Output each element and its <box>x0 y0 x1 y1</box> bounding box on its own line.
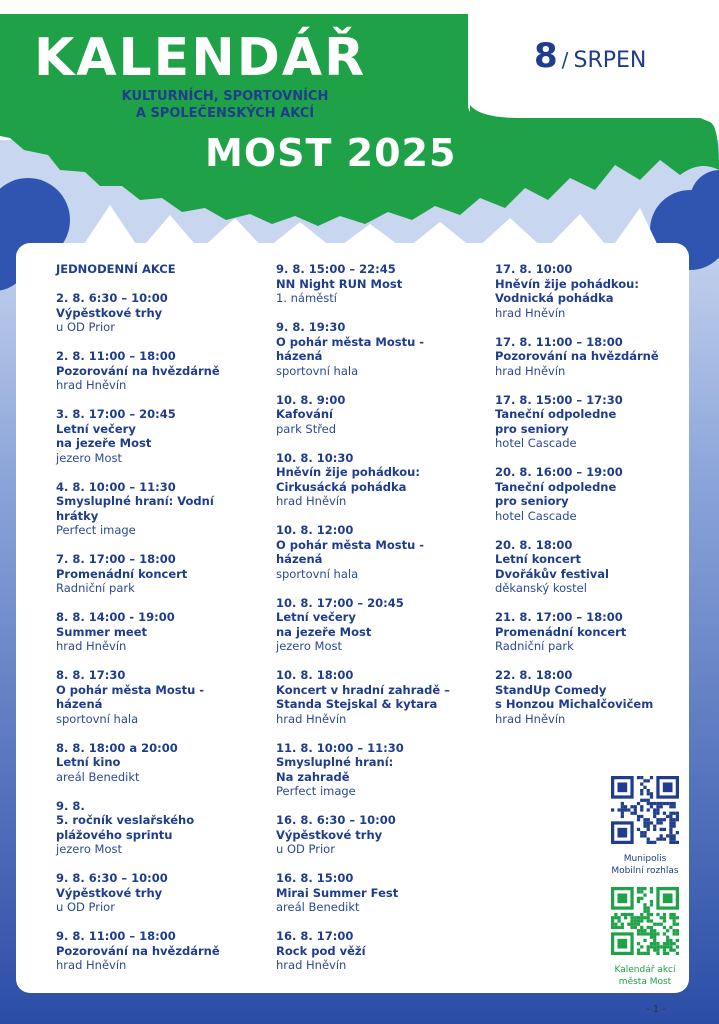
event-title: O pohár města Mostu - <box>276 334 425 349</box>
event-title: Promenádní koncert <box>56 566 188 581</box>
event-title: Smysluplné hraní: <box>276 755 394 769</box>
event-place: hrad Hněvín <box>276 958 347 972</box>
event-item <box>56 552 261 596</box>
event-date: 10. 8. 18:00 <box>276 668 354 682</box>
qr-caption-line: Munipolis <box>623 854 667 864</box>
event-date: 9. 8. <box>56 798 85 813</box>
event-place: u OD Prior <box>276 842 335 856</box>
event-place: u OD Prior <box>56 900 115 914</box>
subtitle-line-1: KULTURNÍCH, SPORTOVNÍCH <box>121 89 329 104</box>
event-date: 9. 8. 6:30 – 10:00 <box>56 871 168 885</box>
event-title: Výpěstkové trhy <box>276 827 383 842</box>
event-item <box>56 741 261 785</box>
event-place: hrad Hněvín <box>495 363 566 378</box>
event-date: 4. 8. 10:00 – 11:30 <box>56 479 176 494</box>
event-item <box>56 291 261 335</box>
event-place: u OD Prior <box>56 320 115 334</box>
event-item <box>56 349 261 393</box>
event-place: 1. náměstí <box>276 291 337 305</box>
event-title: hrátky <box>56 508 99 523</box>
event-date: 17. 8. 11:00 – 18:00 <box>495 334 623 349</box>
event-item <box>495 335 700 379</box>
event-place: park Střed <box>276 421 337 436</box>
event-title: Pozorování na hvězdárně <box>495 349 659 363</box>
event-title: Kafování <box>276 407 333 421</box>
event-title: O pohár města Mostu - <box>276 537 425 552</box>
munipolis-qr-caption <box>595 853 695 877</box>
event-place: hrad Hněvín <box>56 958 127 972</box>
event-place: Radniční park <box>56 581 135 595</box>
event-title: pro seniory <box>495 421 569 436</box>
event-item <box>276 262 481 306</box>
event-item <box>56 668 261 726</box>
event-date: 17. 8. 15:00 – 17:30 <box>495 392 623 407</box>
event-title: Vodnická pohádka <box>495 291 614 305</box>
event-title: Letní kino <box>56 755 121 769</box>
event-item <box>276 668 481 726</box>
event-title: Mirai Summer Fest <box>276 885 399 900</box>
event-date: 21. 8. 17:00 – 18:00 <box>495 610 623 624</box>
event-date: 11. 8. 10:00 – 11:30 <box>276 740 404 755</box>
event-item <box>276 393 481 437</box>
calendar-qr-code[interactable] <box>611 887 679 955</box>
month-separator: / <box>561 48 569 72</box>
event-place: hrad Hněvín <box>276 494 347 508</box>
event-title: Letní koncert <box>495 552 581 566</box>
event-item <box>495 465 700 523</box>
event-date: 16. 8. 17:00 <box>276 929 354 943</box>
event-place: jezero Most <box>56 842 123 856</box>
event-item <box>276 451 481 509</box>
event-title: na jezeře Most <box>56 436 152 450</box>
event-item <box>276 523 481 581</box>
subtitle-line-2: A SPOLEČENSKÝCH AKCÍ <box>135 106 315 121</box>
event-item <box>495 668 700 726</box>
event-place: hotel Cascade <box>495 436 577 450</box>
event-title: pro seniory <box>495 494 569 508</box>
event-date: 16. 8. 15:00 <box>276 871 354 885</box>
event-date: 2. 8. 11:00 – 18:00 <box>56 349 176 363</box>
event-date: 16. 8. 6:30 – 10:00 <box>276 813 396 827</box>
event-date: 20. 8. 16:00 – 19:00 <box>495 465 623 479</box>
event-date: 8. 8. 18:00 a 20:00 <box>56 740 178 755</box>
event-title: 5. ročník veslařského <box>56 813 195 827</box>
qr-caption-line: města Most <box>618 977 672 987</box>
event-place: hrad Hněvín <box>495 711 566 726</box>
event-date: 10. 8. 9:00 <box>276 392 346 407</box>
event-place: sportovní hala <box>276 363 359 378</box>
event-title: Letní večery <box>276 610 356 624</box>
event-item <box>276 871 481 915</box>
event-place: jezero Most <box>276 639 343 653</box>
event-item <box>495 610 700 654</box>
event-title: Cirkusácká pohádka <box>276 479 407 494</box>
event-date: 2. 8. 6:30 – 10:00 <box>56 291 168 305</box>
event-title: Hněvín žije pohádkou: <box>495 276 639 291</box>
event-place: hrad Hněvín <box>495 305 566 320</box>
event-item <box>56 929 261 973</box>
page-number: - 1 - <box>646 1004 666 1015</box>
event-item <box>56 799 261 857</box>
event-title: Na zahradě <box>276 769 350 784</box>
event-title: plážového sprintu <box>56 827 173 842</box>
event-title: na jezeře Most <box>276 624 372 639</box>
subtitle <box>40 88 410 122</box>
event-item <box>495 393 700 451</box>
event-title: házená <box>276 349 323 363</box>
events-column-1 <box>56 262 261 987</box>
event-date: 9. 8. 11:00 – 18:00 <box>56 929 176 943</box>
event-title: házená <box>56 697 103 711</box>
event-item <box>276 596 481 654</box>
event-title: Pozorování na hvězdárně <box>56 363 220 378</box>
event-place: hrad Hněvín <box>276 711 347 726</box>
event-item <box>276 320 481 378</box>
event-title: házená <box>276 552 323 566</box>
event-date: 10. 8. 17:00 – 20:45 <box>276 595 404 610</box>
event-date: 3. 8. 17:00 – 20:45 <box>56 407 176 421</box>
event-title: Promenádní koncert <box>495 624 627 639</box>
event-place: hrad Hněvín <box>56 639 127 653</box>
event-title: Výpěstkové trhy <box>56 305 163 320</box>
event-item <box>56 610 261 654</box>
event-place: Perfect image <box>56 523 136 537</box>
event-date: 22. 8. 18:00 <box>495 668 573 682</box>
city-year: MOST 2025 <box>205 131 457 175</box>
event-title: Koncert v hradní zahradě – <box>276 682 450 697</box>
event-date: 20. 8. 18:00 <box>495 537 573 552</box>
event-item <box>56 407 261 465</box>
event-title: Taneční odpoledne <box>495 479 617 494</box>
event-place: sportovní hala <box>276 566 359 581</box>
event-item <box>56 480 261 538</box>
event-title: Summer meet <box>56 624 147 639</box>
event-title: Výpěstkové trhy <box>56 885 163 900</box>
event-date: 8. 8. 14:00 - 19:00 <box>56 610 175 624</box>
event-place: jezero Most <box>56 450 123 465</box>
event-date: 7. 8. 17:00 – 18:00 <box>56 552 176 566</box>
month-number: 8 <box>534 36 558 76</box>
event-place: Radniční park <box>495 639 574 653</box>
events-column-3 <box>495 262 700 741</box>
event-place: areál Benedikt <box>276 900 360 914</box>
event-title: Rock pod věží <box>276 943 366 958</box>
month-name: SRPEN <box>573 48 647 73</box>
calendar-title: KALENDÁŘ <box>34 28 367 88</box>
event-place: sportovní hala <box>56 711 139 726</box>
event-item <box>56 871 261 915</box>
munipolis-qr-code[interactable] <box>611 776 679 844</box>
event-date: 17. 8. 10:00 <box>495 262 573 276</box>
event-title: Taneční odpoledne <box>495 407 617 421</box>
qr-caption-line: Kalendář akcí <box>614 965 676 975</box>
qr-caption-line: Mobilní rozhlas <box>611 866 679 876</box>
event-title: NN Night RUN Most <box>276 276 403 291</box>
month-label <box>534 36 646 82</box>
event-title: s Honzou Michalčovičem <box>495 697 654 711</box>
event-title: Dvořákův festival <box>495 566 609 581</box>
events-column-2 <box>276 262 481 987</box>
event-date: 9. 8. 19:30 <box>276 320 346 334</box>
event-title: Smysluplné hraní: Vodní <box>56 494 214 508</box>
event-title: Pozorování na hvězdárně <box>56 943 220 958</box>
event-title: Standa Stejskal & kytara <box>276 697 438 711</box>
event-place: děkanský kostel <box>495 581 587 595</box>
event-item <box>276 741 481 799</box>
event-place: hrad Hněvín <box>56 378 127 392</box>
event-date: 10. 8. 10:30 <box>276 450 354 465</box>
event-title: Hněvín žije pohádkou: <box>276 465 420 479</box>
event-place: Perfect image <box>276 784 356 798</box>
event-place: hotel Cascade <box>495 508 577 523</box>
event-item <box>276 813 481 857</box>
event-title: Letní večery <box>56 421 136 436</box>
section-title: JEDNODENNÍ AKCE <box>56 262 176 276</box>
event-title: O pohár města Mostu - <box>56 682 205 697</box>
event-item <box>276 929 481 973</box>
event-date: 9. 8. 15:00 – 22:45 <box>276 262 396 276</box>
event-place: areál Benedikt <box>56 769 140 784</box>
event-item <box>495 262 700 320</box>
calendar-qr-caption <box>595 964 695 988</box>
event-date: 8. 8. 17:30 <box>56 668 126 682</box>
event-item <box>495 538 700 596</box>
event-date: 10. 8. 12:00 <box>276 523 354 537</box>
event-title: StandUp Comedy <box>495 682 607 697</box>
